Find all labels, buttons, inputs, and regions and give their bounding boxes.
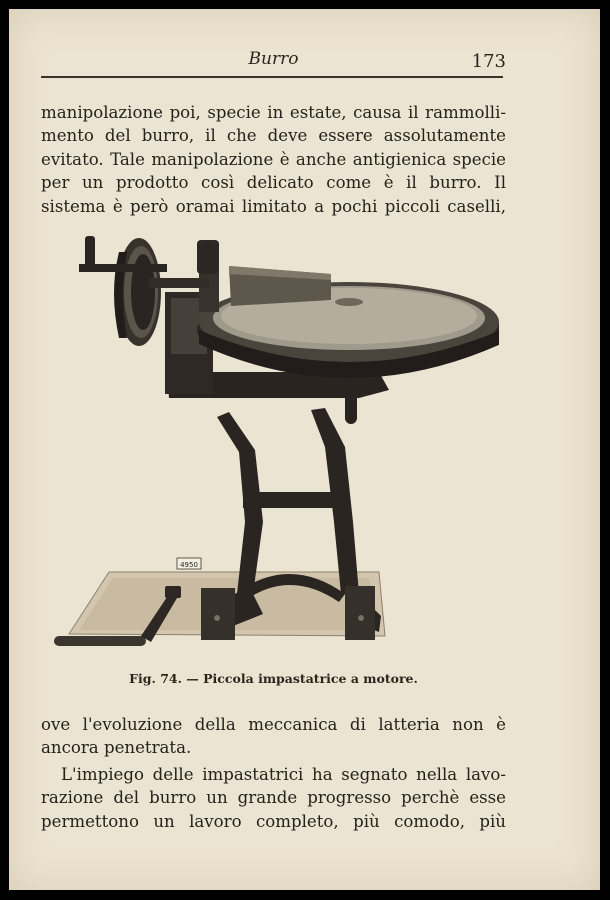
text-line: evitato. Tale manipolazione è anche antigienica specie	[41, 149, 506, 169]
text-line: ove l'evoluzione della meccanica di latteria non è	[41, 715, 506, 734]
text-line: per un prodotto così delicato come è il burro. Il	[41, 173, 506, 193]
paragraph-next	[41, 763, 506, 833]
text-line: L'impiego delle impastatrici ha segnato nella lavo-	[61, 765, 506, 784]
running-title: Burro	[248, 49, 299, 69]
running-head	[41, 47, 506, 73]
book-page	[9, 9, 600, 890]
text-line: ancora penetrata.	[41, 738, 192, 758]
text-line: permettono un lavoro completo, più comodo, più	[41, 811, 506, 831]
butter-kneader-illustration	[49, 222, 499, 662]
plate-number: 4950	[180, 561, 198, 569]
paragraph-top	[41, 101, 506, 218]
figure-caption: Fig. 74. — Piccola impastatrice a motore.	[129, 671, 418, 686]
page-number: 173	[471, 51, 506, 72]
paragraph-bottom	[41, 713, 506, 760]
text-line: sistema è però oramai limitato a pochi piccoli caselli,	[41, 196, 506, 216]
header-rule	[41, 76, 503, 78]
text-line: manipolazione poi, specie in estate, causa il rammolli-	[41, 103, 506, 122]
text-line: mento del burro, il che deve essere assolutamente	[41, 126, 506, 146]
text-line: razione del burro un grande progresso perchè esse	[41, 788, 506, 808]
